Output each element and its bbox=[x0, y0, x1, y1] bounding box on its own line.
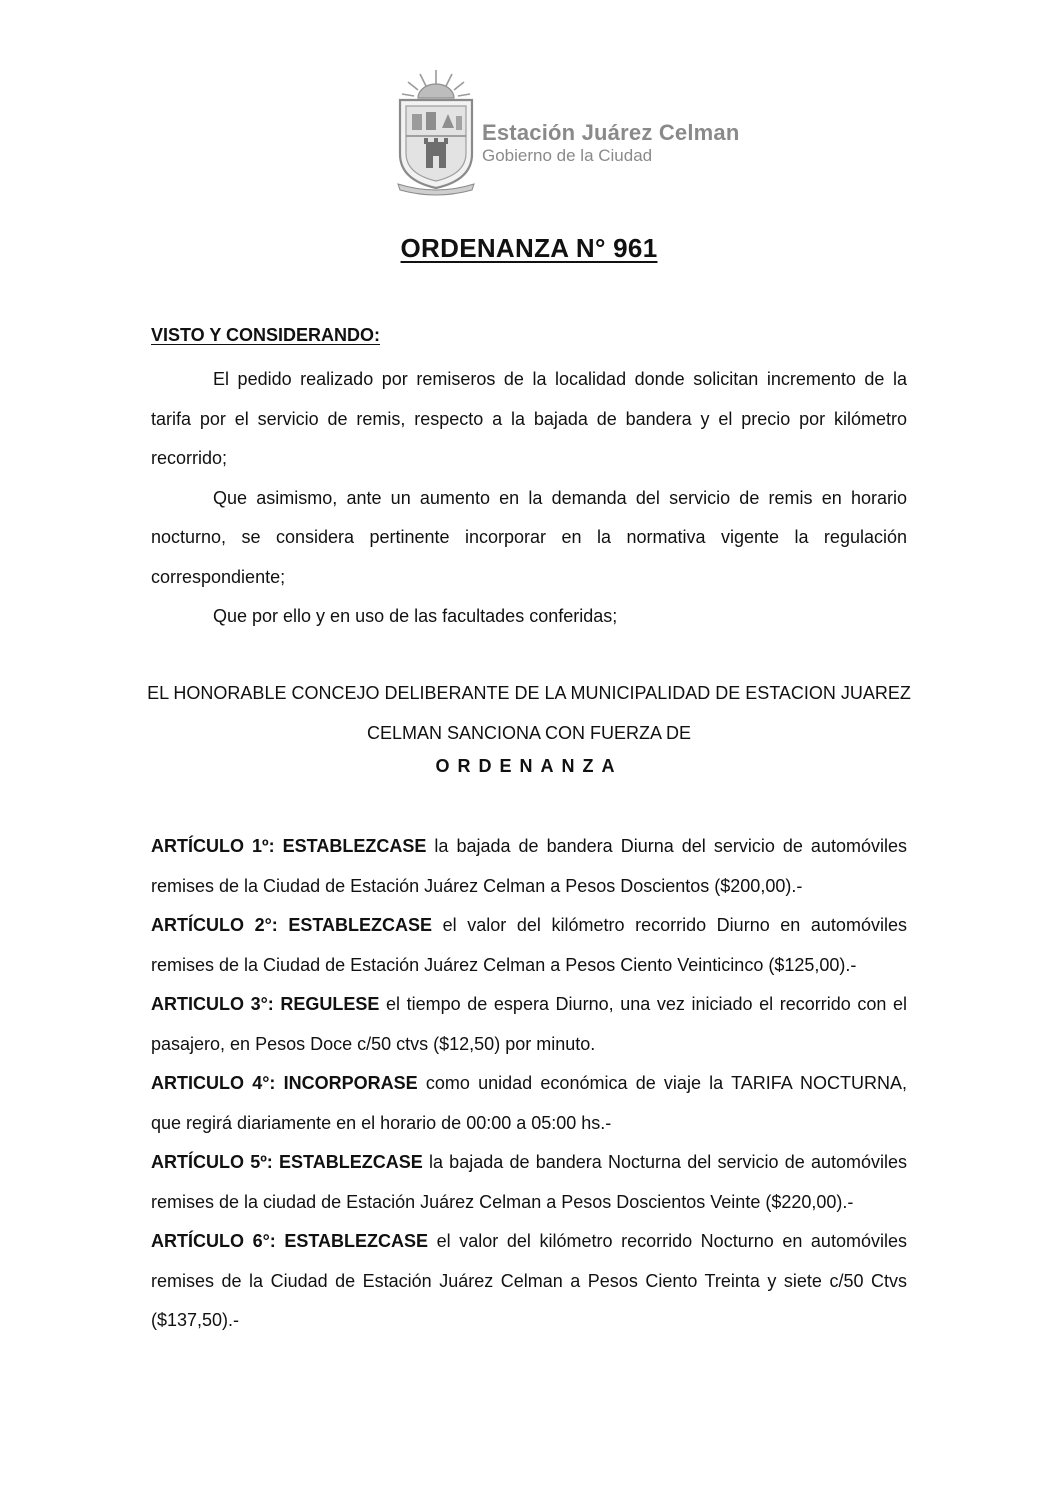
sanciona-line-2: CELMAN SANCIONA CON FUERZA DE bbox=[366, 722, 692, 743]
sanciona-block bbox=[100, 674, 958, 753]
article-label: ARTÍCULO 2°: bbox=[151, 915, 278, 935]
article-6 bbox=[151, 1222, 907, 1341]
article-text: el valor del kilómetro recorrido Diurno en automóviles remises de la Ciudad de Estación Juárez Celman a Pesos Ciento Veinticinco ($125,00).- bbox=[151, 915, 907, 975]
article-2 bbox=[151, 906, 907, 985]
ordinance-title: ORDENANZA N° 961 bbox=[400, 233, 658, 263]
considerando-paragraph-2: Que asimismo, ante un aumento en la demanda del servicio de remis en horario nocturno, se considera pertinente incorporar en la normativa vigente la regulación correspondiente; bbox=[151, 487, 907, 587]
article-text: el tiempo de espera Diurno, una vez iniciado el recorrido con el pasajero, en Pesos Doce c/50 ctvs ($12,50) por minuto. bbox=[151, 994, 907, 1054]
brand-subtitle: Gobierno de la Ciudad bbox=[482, 146, 653, 165]
article-verb: REGULESE bbox=[280, 994, 380, 1014]
article-verb: ESTABLEZCASE bbox=[282, 836, 427, 856]
article-3 bbox=[151, 985, 907, 1064]
letterhead bbox=[396, 68, 756, 196]
article-text: la bajada de bandera Diurna del servicio de automóviles remises de la Ciudad de Estación Juárez Celman a Pesos Doscientos ($200,00).- bbox=[151, 836, 907, 896]
article-label: ARTÍCULO 6°: bbox=[151, 1231, 276, 1251]
sanciona-line-1: EL HONORABLE CONCEJO DELIBERANTE DE LA MUNICIPALIDAD DE ESTACION JUAREZ bbox=[147, 683, 911, 703]
considerando-body bbox=[151, 360, 907, 637]
article-verb: ESTABLEZCASE bbox=[284, 1231, 429, 1251]
article-text: como unidad económica de viaje la TARIFA NOCTURNA, que regirá diariamente en el horario de 00:00 a 05:00 hs.- bbox=[151, 1073, 907, 1133]
city-crest-icon bbox=[396, 68, 476, 196]
articles-list bbox=[151, 827, 907, 1341]
considerando-paragraph-1: El pedido realizado por remiseros de la localidad donde solicitan incremento de la tarifa por el servicio de remis, respecto a la bajada de bandera y el precio por kilómetro recorrido; bbox=[151, 369, 907, 468]
article-text: el valor del kilómetro recorrido Nocturno en automóviles remises de la Ciudad de Estación Juárez Celman a Pesos Ciento Treinta y siete c/50 Ctvs ($137,50).- bbox=[151, 1231, 907, 1330]
considerando-heading: VISTO Y CONSIDERANDO: bbox=[151, 325, 381, 345]
considerando-paragraph-3: Que por ello y en uso de las facultades conferidas; bbox=[213, 606, 618, 626]
brand-block bbox=[482, 120, 752, 166]
brand-name: Estación Juárez Celman bbox=[482, 120, 740, 145]
article-label: ARTÍCULO 1º: bbox=[151, 836, 275, 856]
article-1 bbox=[151, 827, 907, 906]
article-verb: ESTABLEZCASE bbox=[288, 915, 433, 935]
ordenanza-spaced-heading: ORDENANZA bbox=[435, 756, 623, 776]
article-label: ARTICULO 3°: bbox=[151, 994, 274, 1014]
article-label: ARTÍCULO 5º: bbox=[151, 1152, 273, 1172]
article-verb: ESTABLEZCASE bbox=[279, 1152, 423, 1172]
article-4 bbox=[151, 1064, 907, 1143]
article-label: ARTICULO 4°: bbox=[151, 1073, 276, 1093]
article-5 bbox=[151, 1143, 907, 1222]
article-verb: INCORPORASE bbox=[283, 1073, 418, 1093]
article-text: la bajada de bandera Nocturna del servicio de automóviles remises de la ciudad de Estación Juárez Celman a Pesos Doscientos Veinte ($220,00).- bbox=[151, 1152, 907, 1212]
